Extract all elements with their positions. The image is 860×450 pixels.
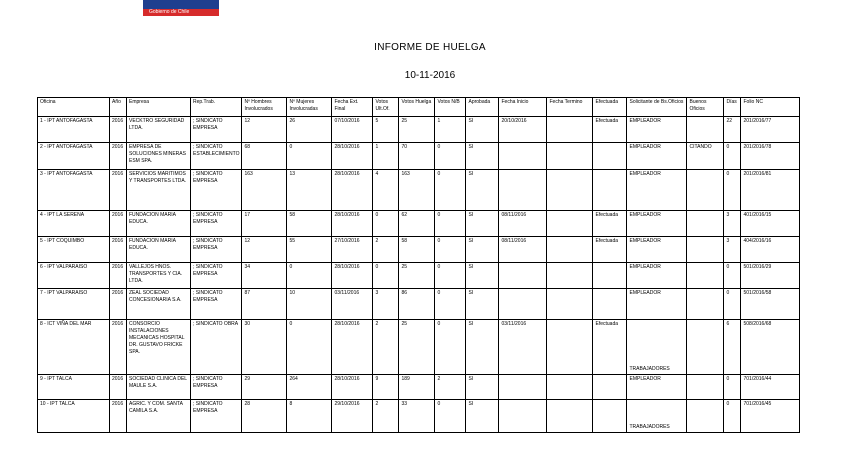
table-cell: 189 [399, 375, 435, 400]
column-header: Empresa [127, 98, 191, 117]
column-header: Días [724, 98, 741, 117]
table-cell: 12 [242, 237, 287, 263]
table-cell [547, 263, 593, 289]
table-cell: 0 [373, 211, 399, 237]
table-row [38, 320, 800, 375]
column-header: Solicitante de Bs.Oficios [627, 98, 687, 117]
table-cell: 28/10/2016 [332, 375, 373, 400]
table-cell: 0 [724, 170, 741, 211]
table-cell: 12 [242, 117, 287, 143]
strike-report-table [37, 97, 800, 433]
table-cell [499, 400, 547, 433]
table-cell: EMPLEADOR [627, 263, 687, 289]
table-cell: 2016 [110, 263, 127, 289]
table-cell [499, 289, 547, 320]
table-cell: EMPLEADOR [627, 143, 687, 170]
table-cell: 58 [287, 211, 332, 237]
table-cell: 29/10/2016 [332, 400, 373, 433]
table-cell: 17 [242, 211, 287, 237]
table-cell: SI [466, 143, 499, 170]
table-cell: 29 [242, 375, 287, 400]
table-cell: 4 - IPT LA SERENA [38, 211, 110, 237]
report-date: 10-11-2016 [404, 70, 456, 81]
table-cell: SERVICIOS MARITIMOS Y TRANSPORTES LTDA. [127, 170, 191, 211]
table-row [38, 117, 800, 143]
table-cell: 501/2016/58 [741, 289, 800, 320]
column-header: Votos Ult.Of. [373, 98, 399, 117]
table-cell: 0 [287, 263, 332, 289]
table-cell [547, 170, 593, 211]
table-row [38, 170, 800, 211]
table-cell: 03/11/2016 [499, 320, 547, 375]
table-cell: 163 [242, 170, 287, 211]
table-cell: 08/11/2016 [499, 211, 547, 237]
table-cell: SI [466, 237, 499, 263]
government-logo [143, 0, 219, 16]
table-cell [593, 143, 627, 170]
table-cell: 0 [435, 143, 466, 170]
table-cell: 701/2016/45 [741, 400, 800, 433]
table-cell: ; SINDICATO EMPRESA [191, 237, 242, 263]
table-cell: 0 [724, 375, 741, 400]
table-cell: 03/11/2016 [332, 289, 373, 320]
table-cell [593, 400, 627, 433]
column-header: Efectuada [593, 98, 627, 117]
table-cell: 28 [242, 400, 287, 433]
table-cell: 10 - IPT TALCA [38, 400, 110, 433]
table-row [38, 143, 800, 170]
table-cell [593, 170, 627, 211]
table-cell [547, 320, 593, 375]
table-cell: 2016 [110, 237, 127, 263]
table-cell: ; SINDICATO ESTABLECIMIENTO [191, 143, 242, 170]
table-cell: 2016 [110, 170, 127, 211]
table-cell: SI [466, 117, 499, 143]
table-cell [547, 289, 593, 320]
table-cell: 0 [724, 263, 741, 289]
table-row [38, 237, 800, 263]
table-cell: EMPLEADOR [627, 211, 687, 237]
table-cell: 28/10/2016 [332, 320, 373, 375]
table-cell: 2016 [110, 320, 127, 375]
table-cell: 07/10/2016 [332, 117, 373, 143]
table-cell: EMPLEADOR [627, 375, 687, 400]
table-cell: SI [466, 320, 499, 375]
column-header: Nº Hombres Involucrados [242, 98, 287, 117]
table-cell: 5 - IPT COQUIMBO [38, 237, 110, 263]
column-header: Buenos Oficios [687, 98, 724, 117]
table-cell: 5 [373, 117, 399, 143]
table-cell [687, 289, 724, 320]
table-cell [687, 263, 724, 289]
table-cell: EMPLEADOR [627, 237, 687, 263]
table-cell [593, 263, 627, 289]
table-cell: 3 [724, 211, 741, 237]
table-cell: 62 [399, 211, 435, 237]
table-cell: 33 [399, 400, 435, 433]
table-cell: 70 [399, 143, 435, 170]
table-cell [547, 400, 593, 433]
table-cell: 28/10/2016 [332, 170, 373, 211]
table-row [38, 211, 800, 237]
table-cell: ; SINDICATO EMPRESA [191, 375, 242, 400]
table-cell: VALLEJOS HNOS. TRANSPORTES Y CIA. LTDA. [127, 263, 191, 289]
table-cell: 501/2016/29 [741, 263, 800, 289]
table-cell: CONSORCIO INSTALACIONES MECANICAS HOSPITAL DR. GUSTAVO FRICKE SPA. [127, 320, 191, 375]
table-cell: 55 [287, 237, 332, 263]
table-cell: FUNDACION MARIA EDUCA. [127, 237, 191, 263]
table-cell [593, 375, 627, 400]
table-cell: SI [466, 211, 499, 237]
table-cell: 264 [287, 375, 332, 400]
table-cell: 163 [399, 170, 435, 211]
table-cell: 7 - IPT VALPARAISO [38, 289, 110, 320]
table-cell: SI [466, 170, 499, 211]
table-cell: Efectuada [593, 211, 627, 237]
table-cell: 25 [399, 263, 435, 289]
table-cell: 401/2016/15 [741, 211, 800, 237]
table-cell: 2 [373, 320, 399, 375]
table-cell: 8 - ICT VIÑA DEL MAR [38, 320, 110, 375]
report-title: INFORME DE HUELGA [374, 42, 486, 53]
table-cell: 2016 [110, 117, 127, 143]
table-cell: 3 [373, 289, 399, 320]
table-cell: ; SINDICATO EMPRESA [191, 263, 242, 289]
table-cell: 25 [399, 117, 435, 143]
table-row [38, 289, 800, 320]
table-cell: 508/2016/68 [741, 320, 800, 375]
table-cell: SI [466, 289, 499, 320]
column-header: Fecha Ext. Final [332, 98, 373, 117]
table-cell: 0 [373, 263, 399, 289]
table-cell [547, 375, 593, 400]
table-row [38, 400, 800, 433]
table-cell: 2 [435, 375, 466, 400]
column-header: Fecha Termino [547, 98, 593, 117]
table-cell: 30 [242, 320, 287, 375]
table-cell [687, 211, 724, 237]
table-cell: 2 [373, 400, 399, 433]
table-cell [687, 400, 724, 433]
table-cell: EMPLEADOR [627, 117, 687, 143]
table-cell: 10 [287, 289, 332, 320]
table-cell: 0 [435, 320, 466, 375]
table-cell: 87 [242, 289, 287, 320]
column-header: Año [110, 98, 127, 117]
table-cell: 27/10/2016 [332, 237, 373, 263]
table-cell: 28/10/2016 [332, 143, 373, 170]
table-cell [547, 143, 593, 170]
table-cell: 201/2016/77 [741, 117, 800, 143]
table-cell [547, 211, 593, 237]
table-header-row [38, 98, 800, 117]
table-cell: ; SINDICATO EMPRESA [191, 170, 242, 211]
table-cell: 1 [373, 143, 399, 170]
table-cell: 4 [373, 170, 399, 211]
table-cell: 8 [287, 400, 332, 433]
table-cell: 25 [399, 320, 435, 375]
table-cell [687, 170, 724, 211]
table-cell: 6 - IPT VALPARAISO [38, 263, 110, 289]
table-cell [547, 237, 593, 263]
column-header: Oficina [38, 98, 110, 117]
table-cell: 2016 [110, 143, 127, 170]
table-cell [499, 143, 547, 170]
table-cell: CITANDO [687, 143, 724, 170]
table-cell: ZEAL SOCIEDAD CONCESIONARIA S.A. [127, 289, 191, 320]
table-cell: 2 - IPT ANTOFAGASTA [38, 143, 110, 170]
table-cell: 13 [287, 170, 332, 211]
table-cell: 08/11/2016 [499, 237, 547, 263]
table-cell: 2016 [110, 375, 127, 400]
table-cell: EMPRESA DE SOLUCIONES MINERAS ESM SPA. [127, 143, 191, 170]
table-cell: 9 [373, 375, 399, 400]
table-cell: SI [466, 400, 499, 433]
column-header: Rep.Trab. [191, 98, 242, 117]
table-row [38, 375, 800, 400]
table-cell: 2016 [110, 400, 127, 433]
table-cell: 201/2016/81 [741, 170, 800, 211]
table-cell: 2 [373, 237, 399, 263]
table-cell: 0 [435, 263, 466, 289]
table-cell: VECKTRO SEGURIDAD LTDA. [127, 117, 191, 143]
table-cell: 20/10/2016 [499, 117, 547, 143]
table-cell: 22 [724, 117, 741, 143]
table-cell: 6 [724, 320, 741, 375]
table-cell: FUNDACION MARIA EDUCA. [127, 211, 191, 237]
table-cell: EMPLEADOR [627, 170, 687, 211]
table-cell [593, 289, 627, 320]
table-cell [499, 263, 547, 289]
table-cell: 0 [435, 237, 466, 263]
table-cell: ; SINDICATO EMPRESA [191, 289, 242, 320]
table-cell: 2016 [110, 211, 127, 237]
table-cell: ; SINDICATO OBRA [191, 320, 242, 375]
table-cell: Efectuada [593, 117, 627, 143]
table-cell: Efectuada [593, 320, 627, 375]
table-cell: ; SINDICATO EMPRESA [191, 400, 242, 433]
table-cell: 0 [724, 143, 741, 170]
table-cell: 3 - IPT ANTOFAGASTA [38, 170, 110, 211]
table-cell: ; SINDICATO EMPRESA [191, 211, 242, 237]
table-cell: TRABAJADORES [627, 400, 687, 433]
table-cell: 404/2016/16 [741, 237, 800, 263]
table-cell: 0 [287, 143, 332, 170]
table-cell: 0 [435, 170, 466, 211]
table-cell: 26 [287, 117, 332, 143]
table-cell: 9 - IPT TALCA [38, 375, 110, 400]
table-cell [499, 170, 547, 211]
table-cell: 3 [724, 237, 741, 263]
logo-text: Gobierno de Chile [149, 9, 190, 15]
table-cell: 201/2016/78 [741, 143, 800, 170]
table-cell: 701/2016/44 [741, 375, 800, 400]
table-cell [687, 237, 724, 263]
table-cell: SOCIEDAD CLINICA DEL MAULE S.A. [127, 375, 191, 400]
column-header: Nº Mujeres Involucradas [287, 98, 332, 117]
table-cell [499, 375, 547, 400]
table-cell: 0 [435, 400, 466, 433]
column-header: Folio NC [741, 98, 800, 117]
table-cell: 86 [399, 289, 435, 320]
table-cell [547, 117, 593, 143]
table-cell: 1 [435, 117, 466, 143]
table-cell: 0 [724, 400, 741, 433]
table-cell: 1 - IPT ANTOFAGASTA [38, 117, 110, 143]
table-cell: SI [466, 263, 499, 289]
table-cell [687, 117, 724, 143]
table-cell: 2016 [110, 289, 127, 320]
table-cell: ; SINDICATO EMPRESA [191, 117, 242, 143]
table-cell: 0 [724, 289, 741, 320]
table-cell: EMPLEADOR [627, 289, 687, 320]
table-cell: 68 [242, 143, 287, 170]
table-cell: 28/10/2016 [332, 211, 373, 237]
table-cell: 0 [435, 289, 466, 320]
table-cell: TRABAJADORES [627, 320, 687, 375]
table-cell [687, 320, 724, 375]
column-header: Votos Huelga [399, 98, 435, 117]
table-cell [687, 375, 724, 400]
table-cell: Efectuada [593, 237, 627, 263]
table-cell: AGRIC. Y COM. SANTA CAMILA S.A. [127, 400, 191, 433]
column-header: Fecha Inicio [499, 98, 547, 117]
table-row [38, 263, 800, 289]
column-header: Votos N/B [435, 98, 466, 117]
table-cell: 58 [399, 237, 435, 263]
table-cell: SI [466, 375, 499, 400]
table-cell: 0 [287, 320, 332, 375]
table-cell: 28/10/2016 [332, 263, 373, 289]
table-cell: 0 [435, 211, 466, 237]
column-header: Aprobada [466, 98, 499, 117]
table-cell: 34 [242, 263, 287, 289]
